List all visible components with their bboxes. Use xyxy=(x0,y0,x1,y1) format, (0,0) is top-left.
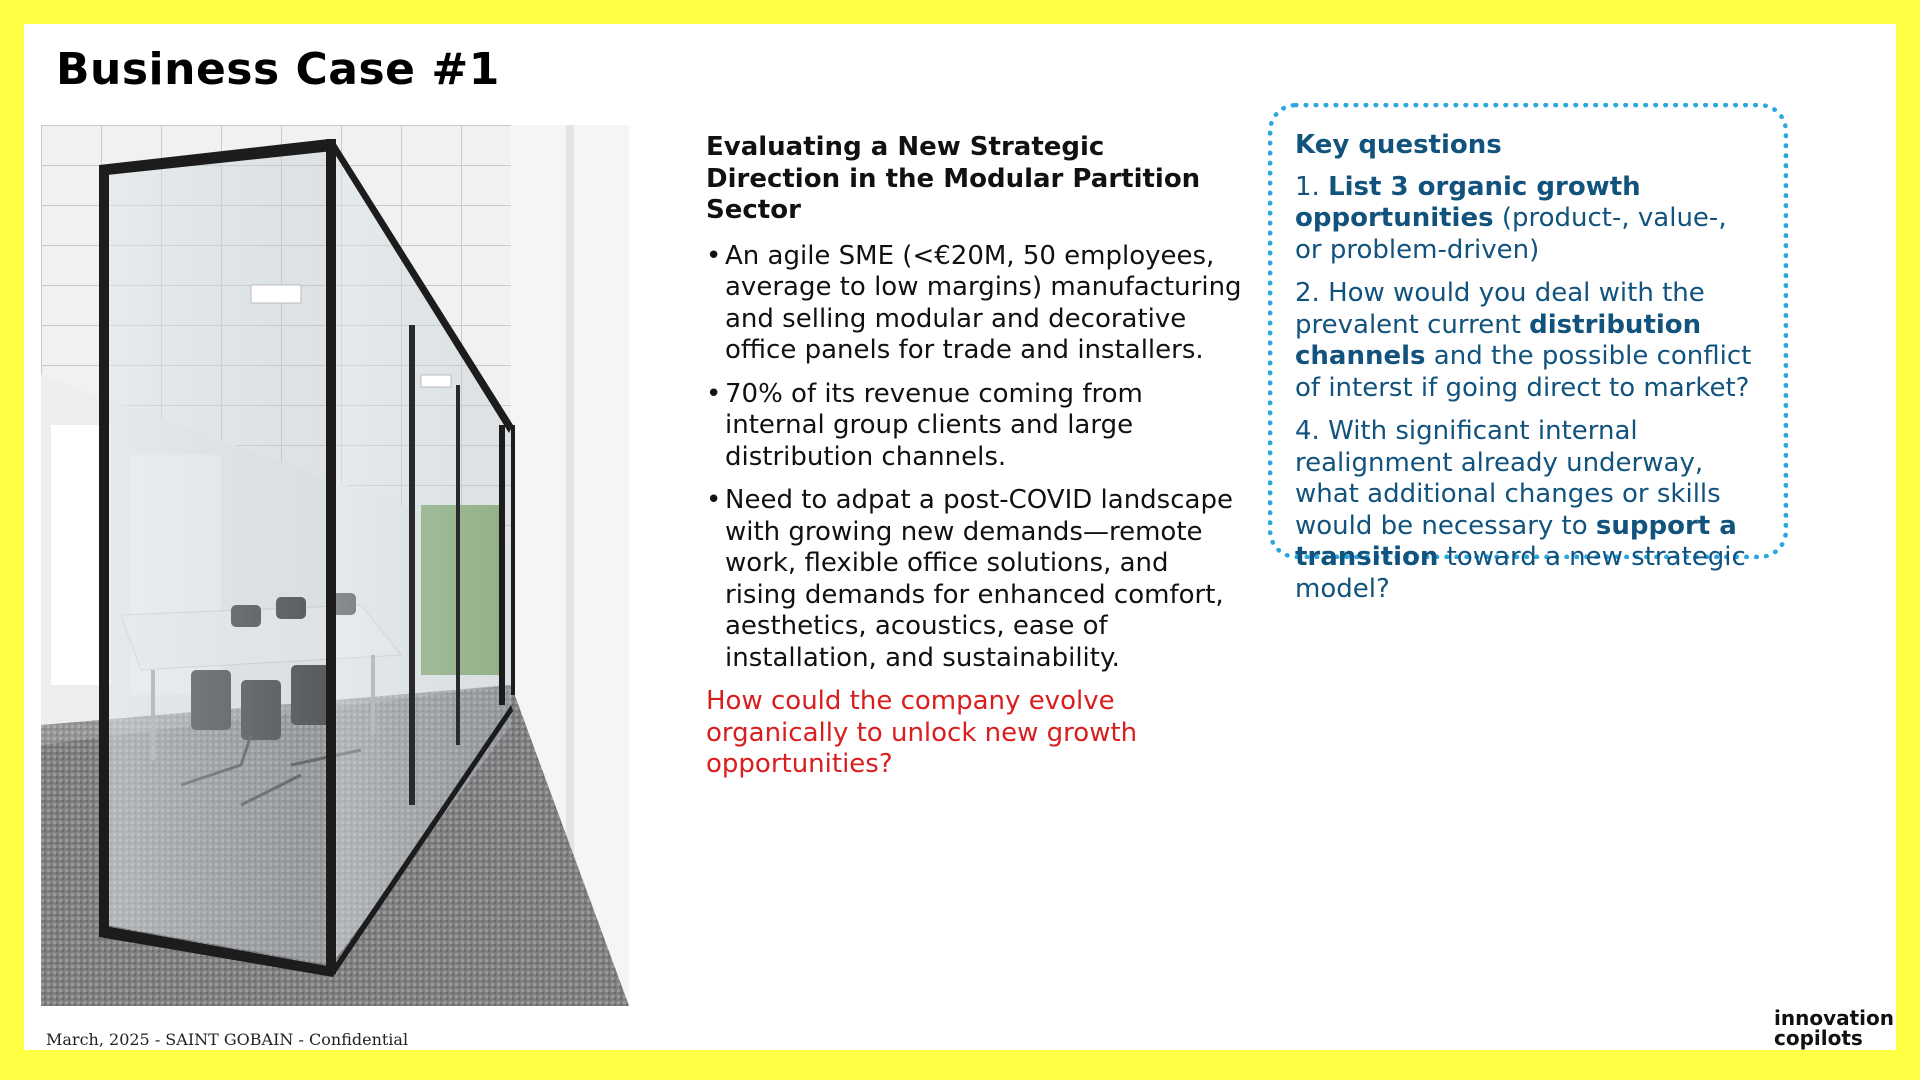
bullet-text: Need to adpat a post-COVID landscape with growing new demands—remote work, flexible office solutions, and rising demands for enhanced comfort, aesthetics, acoustics, ease of installation, and sustainability. xyxy=(725,485,1233,673)
slide xyxy=(24,24,1896,1050)
bullet-text: 70% of its revenue coming from internal group clients and large distribution channels. xyxy=(725,378,1143,472)
office-partition-photo xyxy=(41,125,629,1006)
innovation-copilots-logo xyxy=(1774,1008,1894,1048)
bullet-icon: • xyxy=(706,485,722,515)
key-questions-heading: Key questions xyxy=(1295,130,1502,160)
case-bullet-list xyxy=(706,241,1246,675)
key-question-2: 2. How would you deal with the prevalent current distribution channels and the possible conflict of interst if going direct to market? xyxy=(1295,278,1752,403)
list-item xyxy=(706,241,1246,367)
case-description xyxy=(706,132,1246,781)
bullet-text: An agile SME (<€20M, 50 employees, average to low margins) manufacturing and selling modular and decorative office panels for trade and installers. xyxy=(725,240,1242,365)
bullet-icon: • xyxy=(706,240,722,271)
list-item xyxy=(706,379,1246,474)
case-heading: Evaluating a New Strategic Direction in the Modular Partition Sector xyxy=(706,132,1201,225)
logo-line-2: copilots xyxy=(1774,1026,1863,1050)
footer-confidential: March, 2025 - SAINT GOBAIN - Confidential xyxy=(46,1030,409,1049)
growth-question: How could the company evolve organically to unlock new growth opportunities? xyxy=(706,686,1138,779)
logo-line-1: innovation xyxy=(1774,1006,1894,1030)
key-question-1: 1. List 3 organic growth opportunities (product-, value-, or problem-driven) xyxy=(1295,171,1727,265)
key-questions-box xyxy=(1268,103,1788,604)
list-item xyxy=(706,485,1246,674)
key-question-4: 4. With significant internal realignment already underway, what additional changes or skills would be necessary to support a transition toward a new strategic model? xyxy=(1295,416,1746,604)
slide-title: Business Case #1 xyxy=(56,44,500,95)
bullet-icon: • xyxy=(706,378,722,409)
